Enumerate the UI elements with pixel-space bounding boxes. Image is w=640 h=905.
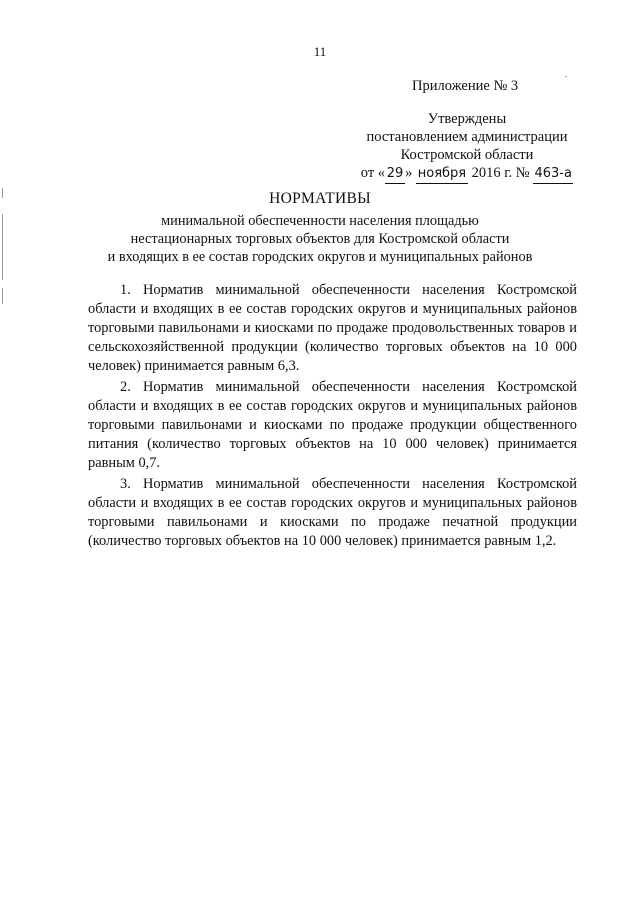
subtitle-line: нестационарных торговых объектов для Костромской области (130, 231, 510, 247)
norm-paragraph-2: 2. Норматив минимальной обеспеченности населения Костромской области и входящих в ее состав городских округов и муниципальных районов торговыми павильонами и киосками по продаже продукции общественного питания (количество торговых объектов на 10 000 человек) принимается равным 0,7. (88, 379, 577, 471)
document-body (88, 281, 577, 553)
date-day: 29 (385, 165, 405, 184)
approval-line: постановлением администрации (366, 129, 568, 145)
approval-date-line (350, 164, 584, 184)
date-month: ноября (416, 165, 468, 184)
norm-paragraph-1: 1. Норматив минимальной обеспеченности населения Костромской области и входящих в ее состав городских округов и муниципальных районов торговыми павильонами и киосками по продаже продовольственных товаров и сельскохозяйственной продукции (количество торговых объектов на 10 000 человек) принимается равным 6,3. (88, 282, 577, 374)
document-subtitle (90, 212, 550, 266)
subtitle-line: и входящих в ее состав городских округов и муниципальных районов (107, 249, 533, 265)
date-year: 2016 г. № (471, 165, 530, 181)
approval-block (350, 110, 584, 184)
subtitle-line: минимальной обеспеченности населения площадью (161, 213, 479, 229)
norm-paragraph-3: 3. Норматив минимальной обеспеченности населения Костромской области и входящих в ее состав городских округов и муниципальных районов торговыми павильонами и киосками по продаже печатной продукции (количество торговых объектов на 10 000 человек) принимается равным 1,2. (88, 476, 577, 549)
appendix-label: Приложение № 3 (412, 78, 519, 94)
date-mid: » (405, 165, 413, 181)
date-prefix: от « (360, 165, 386, 181)
scan-edge-mark (2, 214, 3, 280)
scan-speck (565, 76, 567, 77)
decree-number: 463-а (533, 165, 573, 184)
approval-line: Утверждены (427, 111, 507, 127)
page-number: 11 (313, 44, 327, 59)
document-title: НОРМАТИВЫ (269, 190, 371, 207)
approval-line: Костромской области (400, 147, 534, 163)
scan-edge-mark (2, 288, 3, 304)
